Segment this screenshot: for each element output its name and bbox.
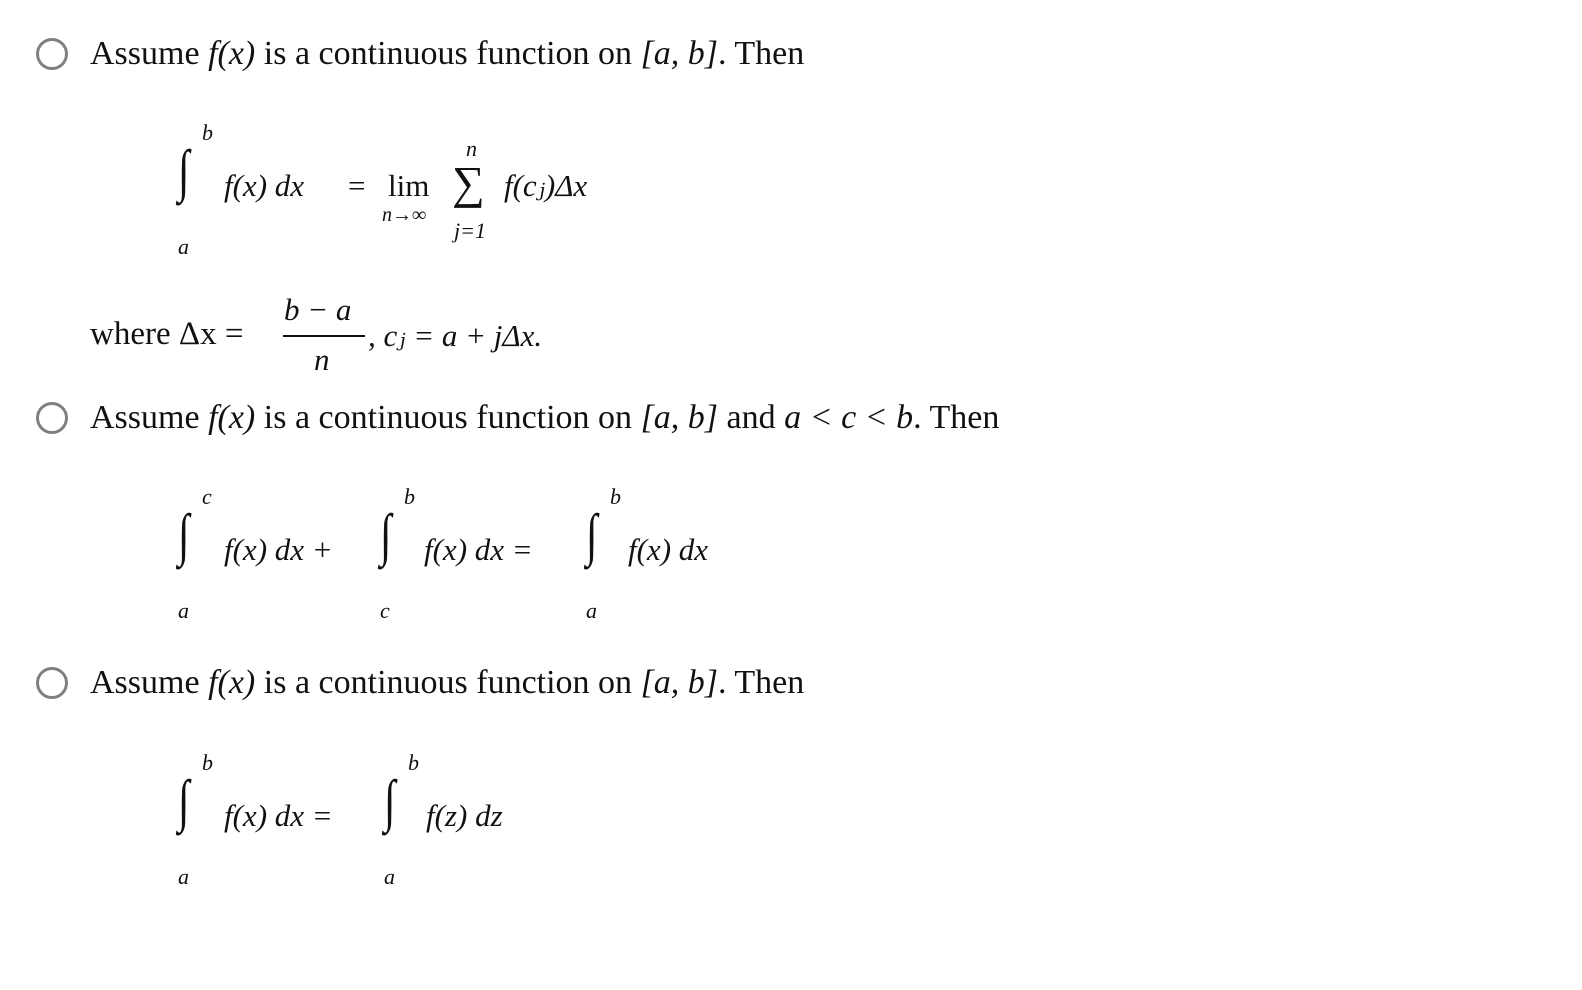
integral-3-lower-limit: a xyxy=(586,598,597,623)
statement-interval: [a, b] xyxy=(640,399,719,436)
integral-1-lower-limit: a xyxy=(178,598,189,623)
limit-subscript: n→∞ xyxy=(382,204,427,226)
equals-sign: = xyxy=(348,168,366,203)
statement-argument: (x) xyxy=(217,399,256,436)
statement-function: f xyxy=(208,399,218,436)
statement-interval: [a, b] xyxy=(640,35,719,72)
integral-2-sign: ∫ xyxy=(380,502,392,567)
statement-interval: [a, b] xyxy=(640,664,719,701)
integral-3-upper-limit: b xyxy=(610,484,621,509)
integral-2-body: f(x) dx = xyxy=(424,532,533,567)
integral-2-sign: ∫ xyxy=(384,768,396,833)
limit-label: lim xyxy=(388,168,430,203)
integral-2-lower-limit: c xyxy=(380,598,390,623)
statement-tail: . Then xyxy=(718,35,805,72)
statement-mid: is a continuous function on xyxy=(255,35,641,72)
statement-argument: (x) xyxy=(217,664,256,701)
integral-3-sign: ∫ xyxy=(586,502,598,567)
statement-argument: (x) xyxy=(217,35,256,72)
statement-function: f xyxy=(208,664,218,701)
integral-sign: ∫ xyxy=(178,138,190,203)
statement-tail: . Then xyxy=(718,664,805,701)
integral-1-sign: ∫ xyxy=(178,502,190,567)
integral-2-body: f(z) dz xyxy=(426,798,503,833)
sum-lower-limit: j=1 xyxy=(454,218,486,243)
statement-lead: Assume xyxy=(90,399,209,436)
integral-3-body: f(x) dx xyxy=(628,532,709,567)
integral-1-body: f(x) dx = xyxy=(224,798,333,833)
integral-2-upper-limit: b xyxy=(404,484,415,509)
integrand: f(x) dx xyxy=(224,168,305,203)
statement-and: and xyxy=(718,399,785,436)
statement-mid: is a continuous function on xyxy=(255,399,641,436)
statement-function: f xyxy=(208,35,218,72)
statement-lead: Assume xyxy=(90,35,209,72)
cj-definition: , cⱼ = a + jΔx. xyxy=(368,318,543,353)
integral-2-upper-limit: b xyxy=(408,750,419,775)
fraction-denominator: n xyxy=(314,342,330,377)
integral-upper-limit: b xyxy=(202,120,213,145)
sigma-symbol: ∑ xyxy=(452,157,485,208)
integral-1-upper-limit: b xyxy=(202,750,213,775)
where-label: where Δx = xyxy=(90,316,244,352)
integral-1-body: f(x) dx + xyxy=(224,532,333,567)
statement-inequality: a < c < b xyxy=(784,399,914,436)
statement-mid: is a continuous function on xyxy=(255,664,641,701)
statement-lead: Assume xyxy=(90,664,209,701)
integral-2-lower-limit: a xyxy=(384,864,395,889)
sum-upper-limit: n xyxy=(466,136,477,161)
summand: f(cⱼ)Δx xyxy=(504,168,588,203)
integral-1-sign: ∫ xyxy=(178,768,190,833)
statement-tail: . Then xyxy=(913,399,1000,436)
fraction-numerator: b − a xyxy=(284,292,352,327)
integral-lower-limit: a xyxy=(178,234,189,259)
integral-1-upper-limit: c xyxy=(202,484,212,509)
integral-1-lower-limit: a xyxy=(178,864,189,889)
